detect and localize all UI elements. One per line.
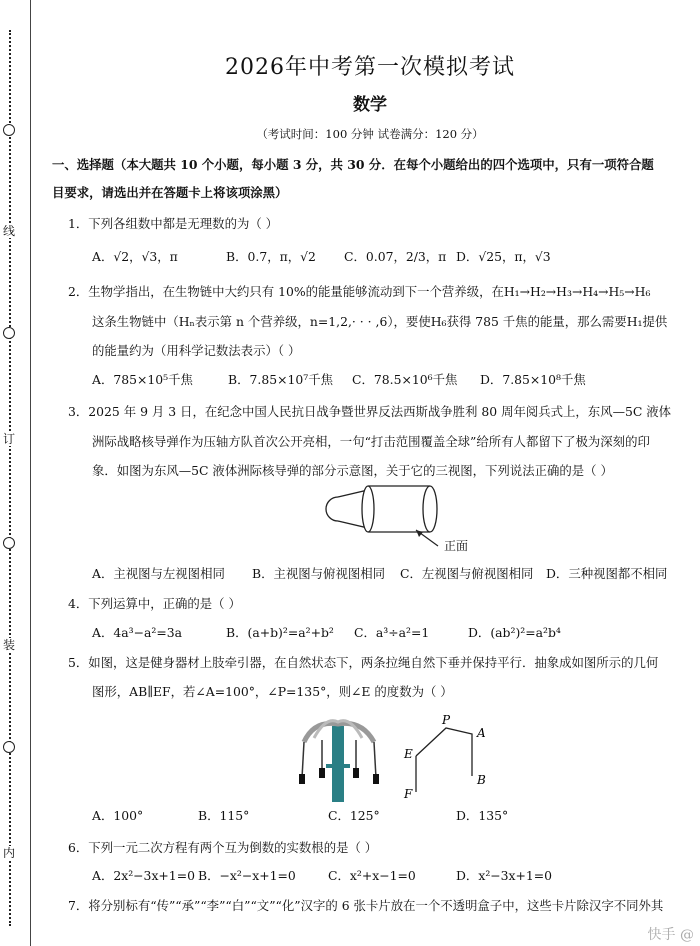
q3-option-c: C．左视图与俯视图相同 xyxy=(400,566,534,581)
exam-info: （考试时间：100 分钟 试卷满分：120 分） xyxy=(256,127,484,141)
point-a: A xyxy=(477,726,486,740)
q3-option-a: A．主视图与左视图相同 xyxy=(92,566,225,581)
q6-option-a: A．2x²−3x+1=0 xyxy=(92,868,195,883)
q1-option-a: A．√2，√3，π xyxy=(92,249,178,264)
q2-option-b: B．7.85×10⁷千焦 xyxy=(228,372,333,387)
front-view-label: 正面 xyxy=(444,539,469,553)
exam-title: 2026年中考第一次模拟考试 xyxy=(225,55,515,80)
handle-left2 xyxy=(319,768,325,778)
q6-stem: 6．下列一元二次方程有两个互为倒数的实数根的是（ ） xyxy=(68,840,378,855)
handle-right2 xyxy=(353,768,359,778)
q3-option-b: B．主视图与俯视图相同 xyxy=(252,566,386,581)
q2-line2: 这条生物链中（Hₙ表示第 n 个营养级，n=1,2,· · · ,6），要使H₆获得 785 千焦的能量，那么需要H₁提供 xyxy=(92,314,668,329)
point-p: P xyxy=(442,713,451,727)
point-e: E xyxy=(404,747,413,761)
missile-ring xyxy=(362,486,374,532)
q3-line2: 洲际战略核导弹作为压轴方队首次公开亮相，一句“打击范围覆盖全球”给所有人都留下了极为深刻的印 xyxy=(92,434,650,449)
binding-mark-inner: 内 xyxy=(3,846,16,860)
q4-option-c: C．a³÷a²=1 xyxy=(354,625,430,640)
missile-base xyxy=(423,486,437,532)
q6-option-c: C．x²+x−1=0 xyxy=(328,868,416,883)
polyline-epab xyxy=(416,728,472,776)
q2-option-c: C．78.5×10⁶千焦 xyxy=(352,372,458,387)
binding-margin xyxy=(0,0,30,946)
q1-option-c: C．0.07，2/3，π xyxy=(344,249,447,264)
handle-right xyxy=(373,774,379,784)
q2-option-a: A．785×10⁵千焦 xyxy=(92,372,193,387)
binding-hole xyxy=(3,327,15,339)
q3-line1: 3．2025 年 9 月 3 日，在纪念中国人民抗日战争暨世界反法西斯战争胜利 80 周年阅兵式上，东风—5C 液体 xyxy=(68,404,672,419)
q4-stem: 4．下列运算中，正确的是（ ） xyxy=(68,596,241,611)
q2-line1: 2．生物学指出，在生物链中大约只有 10%的能量能够流动到下一个营养级，在H₁→H₂→H₃→H₄→H₅→H₆ xyxy=(68,284,651,299)
q5-line1: 5．如图，这是健身器材上肢牵引器，在自然状态下，两条拉绳自然下垂并保持平行．抽象成如图所示的几何 xyxy=(68,655,659,670)
binding-hole xyxy=(3,537,15,549)
point-b: B xyxy=(477,773,486,787)
q5-line2: 图形，AB∥EF，若∠A=100°，∠P=135°，则∠E 的度数为（ ） xyxy=(92,684,453,699)
handle-left xyxy=(299,774,305,784)
fitness-equipment-photo xyxy=(294,712,388,802)
q2-line3: 的能量约为（用科学记数法表示）（ ） xyxy=(92,343,301,358)
point-f: F xyxy=(404,787,413,801)
equipment-bar xyxy=(326,764,350,768)
binding-border xyxy=(30,0,31,946)
q4-option-b: B．(a+b)²=a²+b² xyxy=(226,625,334,640)
q1-stem: 1．下列各组数中都是无理数的为（ ） xyxy=(68,216,279,231)
q6-option-b: B．−x²−x+1=0 xyxy=(198,868,296,883)
q5-option-c: C．125° xyxy=(328,808,380,823)
subject-title: 数学 xyxy=(353,95,387,115)
watermark: 快手 @ xyxy=(647,927,694,943)
binding-mark-line: 线 xyxy=(3,224,16,238)
binding-dotted-line xyxy=(9,30,11,926)
binding-mark-order: 订 xyxy=(3,432,16,446)
front-view-arrowhead xyxy=(416,530,423,537)
q5-option-d: D．135° xyxy=(456,808,509,823)
q6-option-d: D．x²−3x+1=0 xyxy=(456,868,553,883)
q4-option-a: A．4a³−a²=3a xyxy=(92,625,182,640)
q1-option-d: D．√25，π，√3 xyxy=(456,249,551,264)
q3-line3: 象．如图为东风—5C 液体洲际核导弹的部分示意图，关于它的三视图，下列说法正确的是（ ） xyxy=(92,463,613,478)
binding-hole xyxy=(3,124,15,136)
q3-option-d: D．三种视图都不相同 xyxy=(546,566,668,581)
missile-body xyxy=(368,486,430,532)
q7-line1: 7．将分别标有“传”“承”“李”“白”“文”“化”汉字的 6 张卡片放在一个不透明盒子中，这些卡片除汉字不同外其 xyxy=(68,898,664,913)
q5-option-a: A．100° xyxy=(92,808,144,823)
geometry-figure xyxy=(400,712,500,802)
q1-option-b: B．0.7，π，√2 xyxy=(226,249,316,264)
q5-option-b: B．115° xyxy=(198,808,250,823)
section-header-line1: 一、选择题（本大题共 10 个小题，每小题 3 分，共 30 分．在每个小题给出的四个选项中，只有一项符合题 xyxy=(52,157,654,172)
binding-hole xyxy=(3,741,15,753)
q2-option-d: D．7.85×10⁸千焦 xyxy=(480,372,586,387)
section-header-line2: 目要求，请选出并在答题卡上将该项涂黑） xyxy=(52,185,288,200)
missile-figure xyxy=(320,484,480,556)
binding-mark-bind: 装 xyxy=(3,638,16,652)
q4-option-d: D．(ab²)²=a²b⁴ xyxy=(468,625,561,640)
